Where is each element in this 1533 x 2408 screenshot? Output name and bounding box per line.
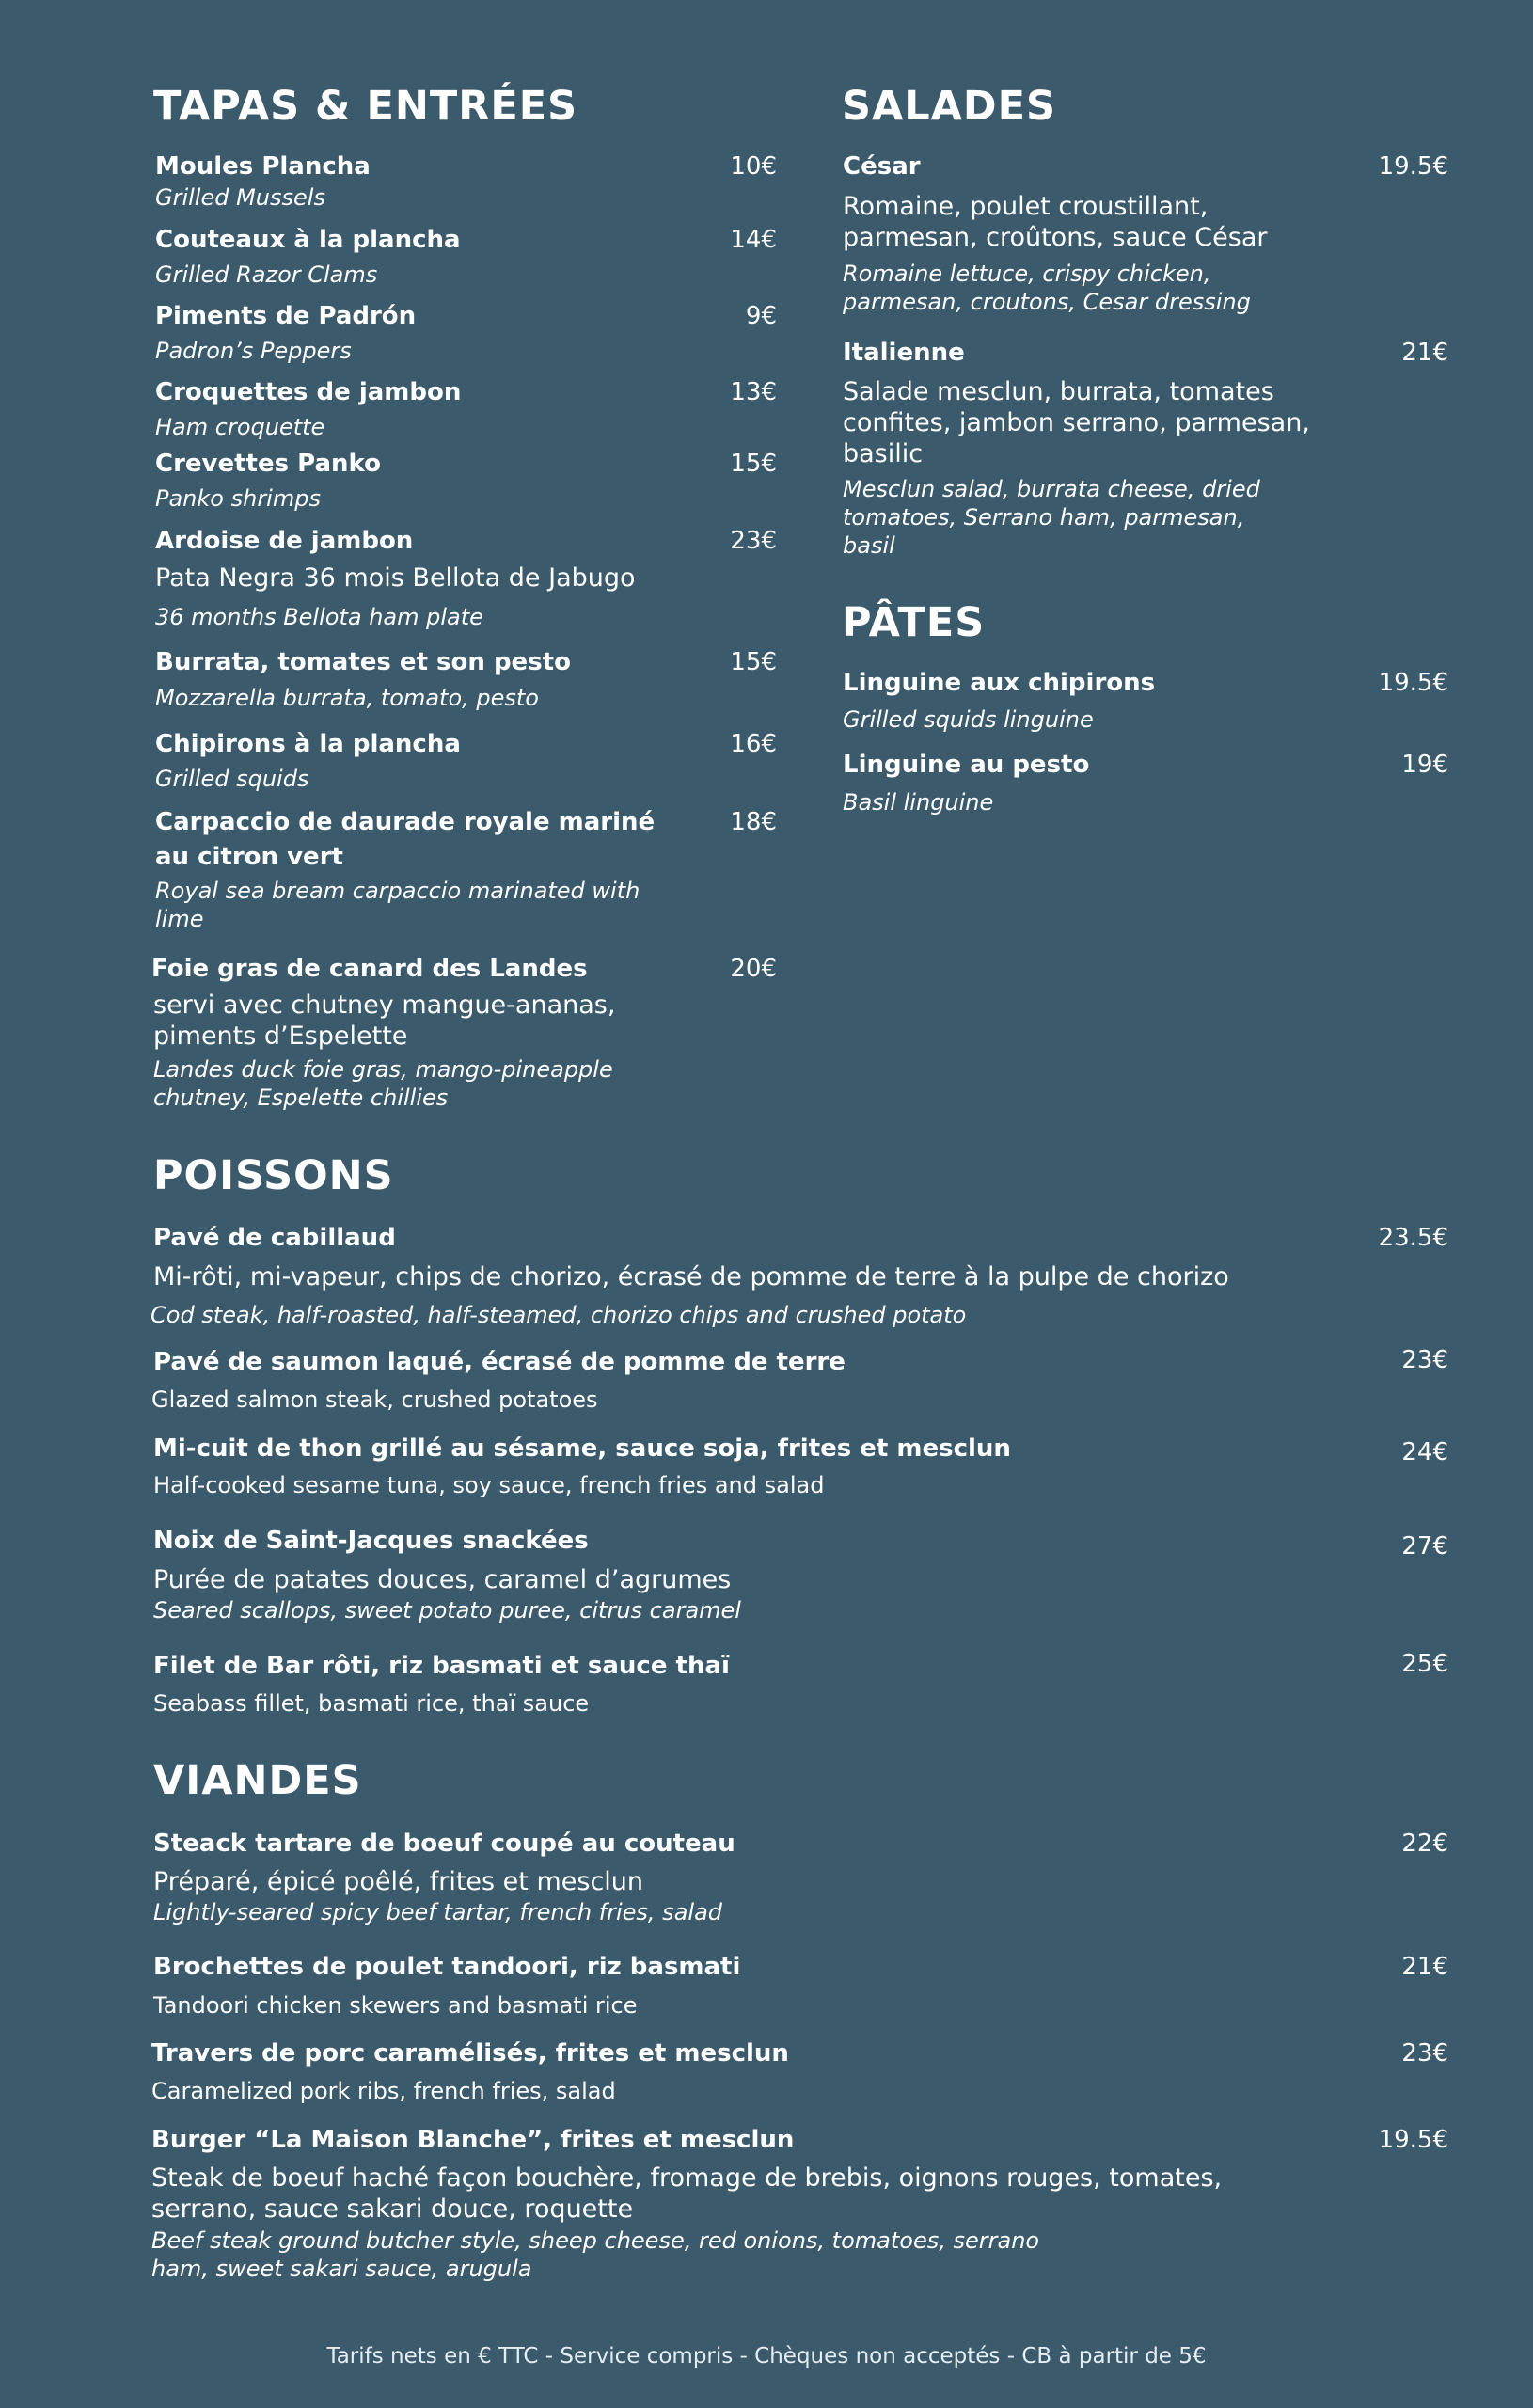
dish-english: Royal sea bream carpaccio marinated with lime xyxy=(155,878,640,932)
dish-price: 21€ xyxy=(1401,1953,1448,1981)
dish-name: Couteaux à la plancha xyxy=(155,226,461,254)
dish-name: Filet de Bar rôti, riz basmati et sauce thaï xyxy=(153,1652,730,1680)
section-title-viandes: VIANDES xyxy=(153,1757,362,1804)
dish-description: Steak de boeuf haché façon bouchère, fromage de brebis, oignons rouges, tomates, serrano, sauce sakari douce, roquette xyxy=(151,2163,1223,2224)
dish-price: 23€ xyxy=(1401,2039,1448,2067)
section-title-pates: PÂTES xyxy=(842,599,986,646)
dish-english: Ham croquette xyxy=(155,414,325,440)
dish-description: Pata Negra 36 mois Bellota de Jabugo xyxy=(155,563,636,593)
dish-price: 10€ xyxy=(730,152,777,181)
dish-description: Mi-rôti, mi-vapeur, chips de chorizo, écrasé de pomme de terre à la pulpe de chorizo xyxy=(153,1262,1229,1291)
dish-english: Panko shrimps xyxy=(155,485,321,512)
footer-note: Tarifs nets en € TTC - Service compris - Chèques non acceptés - CB à partir de 5€ xyxy=(326,2344,1207,2368)
dish-name: Piments de Padrón xyxy=(155,302,417,330)
dish-description: servi avec chutney mangue-ananas, piments d’Espelette xyxy=(153,990,616,1051)
dish-price: 24€ xyxy=(1401,1438,1448,1466)
dish-english: Grilled Razor Clams xyxy=(155,261,378,288)
dish-price: 19.5€ xyxy=(1378,669,1448,697)
dish-price: 20€ xyxy=(730,955,777,983)
dish-name: Ardoise de jambon xyxy=(155,527,414,555)
dish-english: Glazed salmon steak, crushed potatoes xyxy=(151,1386,598,1413)
dish-price: 25€ xyxy=(1401,1650,1448,1678)
dish-price: 19€ xyxy=(1401,751,1448,779)
dish-name: Carpaccio de daurade royale mariné au citron vert xyxy=(155,808,656,871)
dish-english: Half-cooked sesame tuna, soy sauce, french fries and salad xyxy=(153,1472,825,1498)
dish-price: 19.5€ xyxy=(1378,152,1448,181)
dish-name: Linguine au pesto xyxy=(843,751,1090,779)
dish-price: 23€ xyxy=(730,527,777,555)
dish-name: Burger “La Maison Blanche”, frites et mesclun xyxy=(151,2126,795,2154)
dish-name: Foie gras de canard des Landes xyxy=(151,955,588,983)
section-title-tapas: TAPAS & ENTRÉES xyxy=(153,83,578,130)
dish-name: Italienne xyxy=(843,339,965,367)
dish-name: Chipirons à la plancha xyxy=(155,730,461,758)
dish-name: Travers de porc caramélisés, frites et mesclun xyxy=(151,2039,789,2067)
dish-price: 14€ xyxy=(730,226,777,254)
dish-name: Pavé de cabillaud xyxy=(153,1224,396,1252)
dish-english: Caramelized pork ribs, french fries, salad xyxy=(151,2078,616,2104)
dish-price: 27€ xyxy=(1401,1532,1448,1560)
dish-description: Romaine, poulet croustillant, parmesan, croûtons, sauce César xyxy=(843,192,1268,252)
dish-price: 15€ xyxy=(730,648,777,676)
dish-english: Grilled Mussels xyxy=(155,184,325,211)
dish-price: 16€ xyxy=(730,730,777,758)
dish-name: Steack tartare de boeuf coupé au couteau xyxy=(153,1830,735,1858)
dish-english: Seabass fillet, basmati rice, thaï sauce xyxy=(153,1690,590,1717)
dish-price: 23€ xyxy=(1401,1346,1448,1374)
dish-english: Mozzarella burrata, tomato, pesto xyxy=(155,685,539,711)
dish-name: Burrata, tomates et son pesto xyxy=(155,648,571,676)
dish-price: 21€ xyxy=(1401,339,1448,367)
dish-english: Lightly-seared spicy beef tartar, french fries, salad xyxy=(153,1899,723,1925)
dish-price: 19.5€ xyxy=(1378,2126,1448,2154)
dish-name: Croquettes de jambon xyxy=(155,378,462,406)
dish-description: Salade mesclun, burrata, tomates confites, jambon serrano, parmesan, basilic xyxy=(843,377,1310,468)
dish-english: Beef steak ground butcher style, sheep cheese, red onions, tomatoes, serrano ham, sweet sakari sauce, arugula xyxy=(151,2227,1040,2282)
dish-price: 23.5€ xyxy=(1378,1224,1448,1252)
dish-english: Mesclun salad, burrata cheese, dried tomatoes, Serrano ham, parmesan, basil xyxy=(843,476,1260,559)
dish-price: 13€ xyxy=(730,378,777,406)
dish-name: Pavé de saumon laqué, écrasé de pomme de terre xyxy=(153,1348,846,1376)
dish-english: Cod steak, half-roasted, half-steamed, chorizo chips and crushed potato xyxy=(150,1302,967,1328)
dish-english: Seared scallops, sweet potato puree, citrus caramel xyxy=(153,1597,741,1624)
dish-price: 9€ xyxy=(745,302,777,330)
dish-english: Tandoori chicken skewers and basmati rice xyxy=(153,1992,638,2019)
dish-price: 22€ xyxy=(1401,1830,1448,1858)
section-title-poissons: POISSONS xyxy=(153,1152,394,1199)
dish-name: Noix de Saint-Jacques snackées xyxy=(153,1527,589,1555)
dish-name: Moules Plancha xyxy=(155,152,371,181)
dish-description: Purée de patates douces, caramel d’agrumes xyxy=(153,1565,732,1594)
dish-english: Basil linguine xyxy=(843,789,994,816)
dish-english: Landes duck foie gras, mango-pineapple chutney, Espelette chillies xyxy=(153,1056,613,1111)
dish-english: Grilled squids linguine xyxy=(843,706,1094,733)
dish-description: Préparé, épicé poêlé, frites et mesclun xyxy=(153,1867,644,1896)
dish-price: 18€ xyxy=(730,808,777,836)
dish-name: Linguine aux chipirons xyxy=(843,669,1156,697)
dish-name: César xyxy=(843,152,921,181)
dish-english: Romaine lettuce, crispy chicken, parmesan, croutons, Cesar dressing xyxy=(843,261,1251,315)
dish-price: 15€ xyxy=(730,450,777,478)
dish-name: Crevettes Panko xyxy=(155,450,382,478)
section-title-salades: SALADES xyxy=(842,83,1056,130)
dish-english: Grilled squids xyxy=(155,766,309,792)
dish-english: 36 months Bellota ham plate xyxy=(155,604,483,630)
dish-name: Mi-cuit de thon grillé au sésame, sauce soja, frites et mesclun xyxy=(153,1434,1011,1463)
dish-english: Padron’s Peppers xyxy=(155,338,352,364)
dish-name: Brochettes de poulet tandoori, riz basmati xyxy=(153,1953,741,1981)
